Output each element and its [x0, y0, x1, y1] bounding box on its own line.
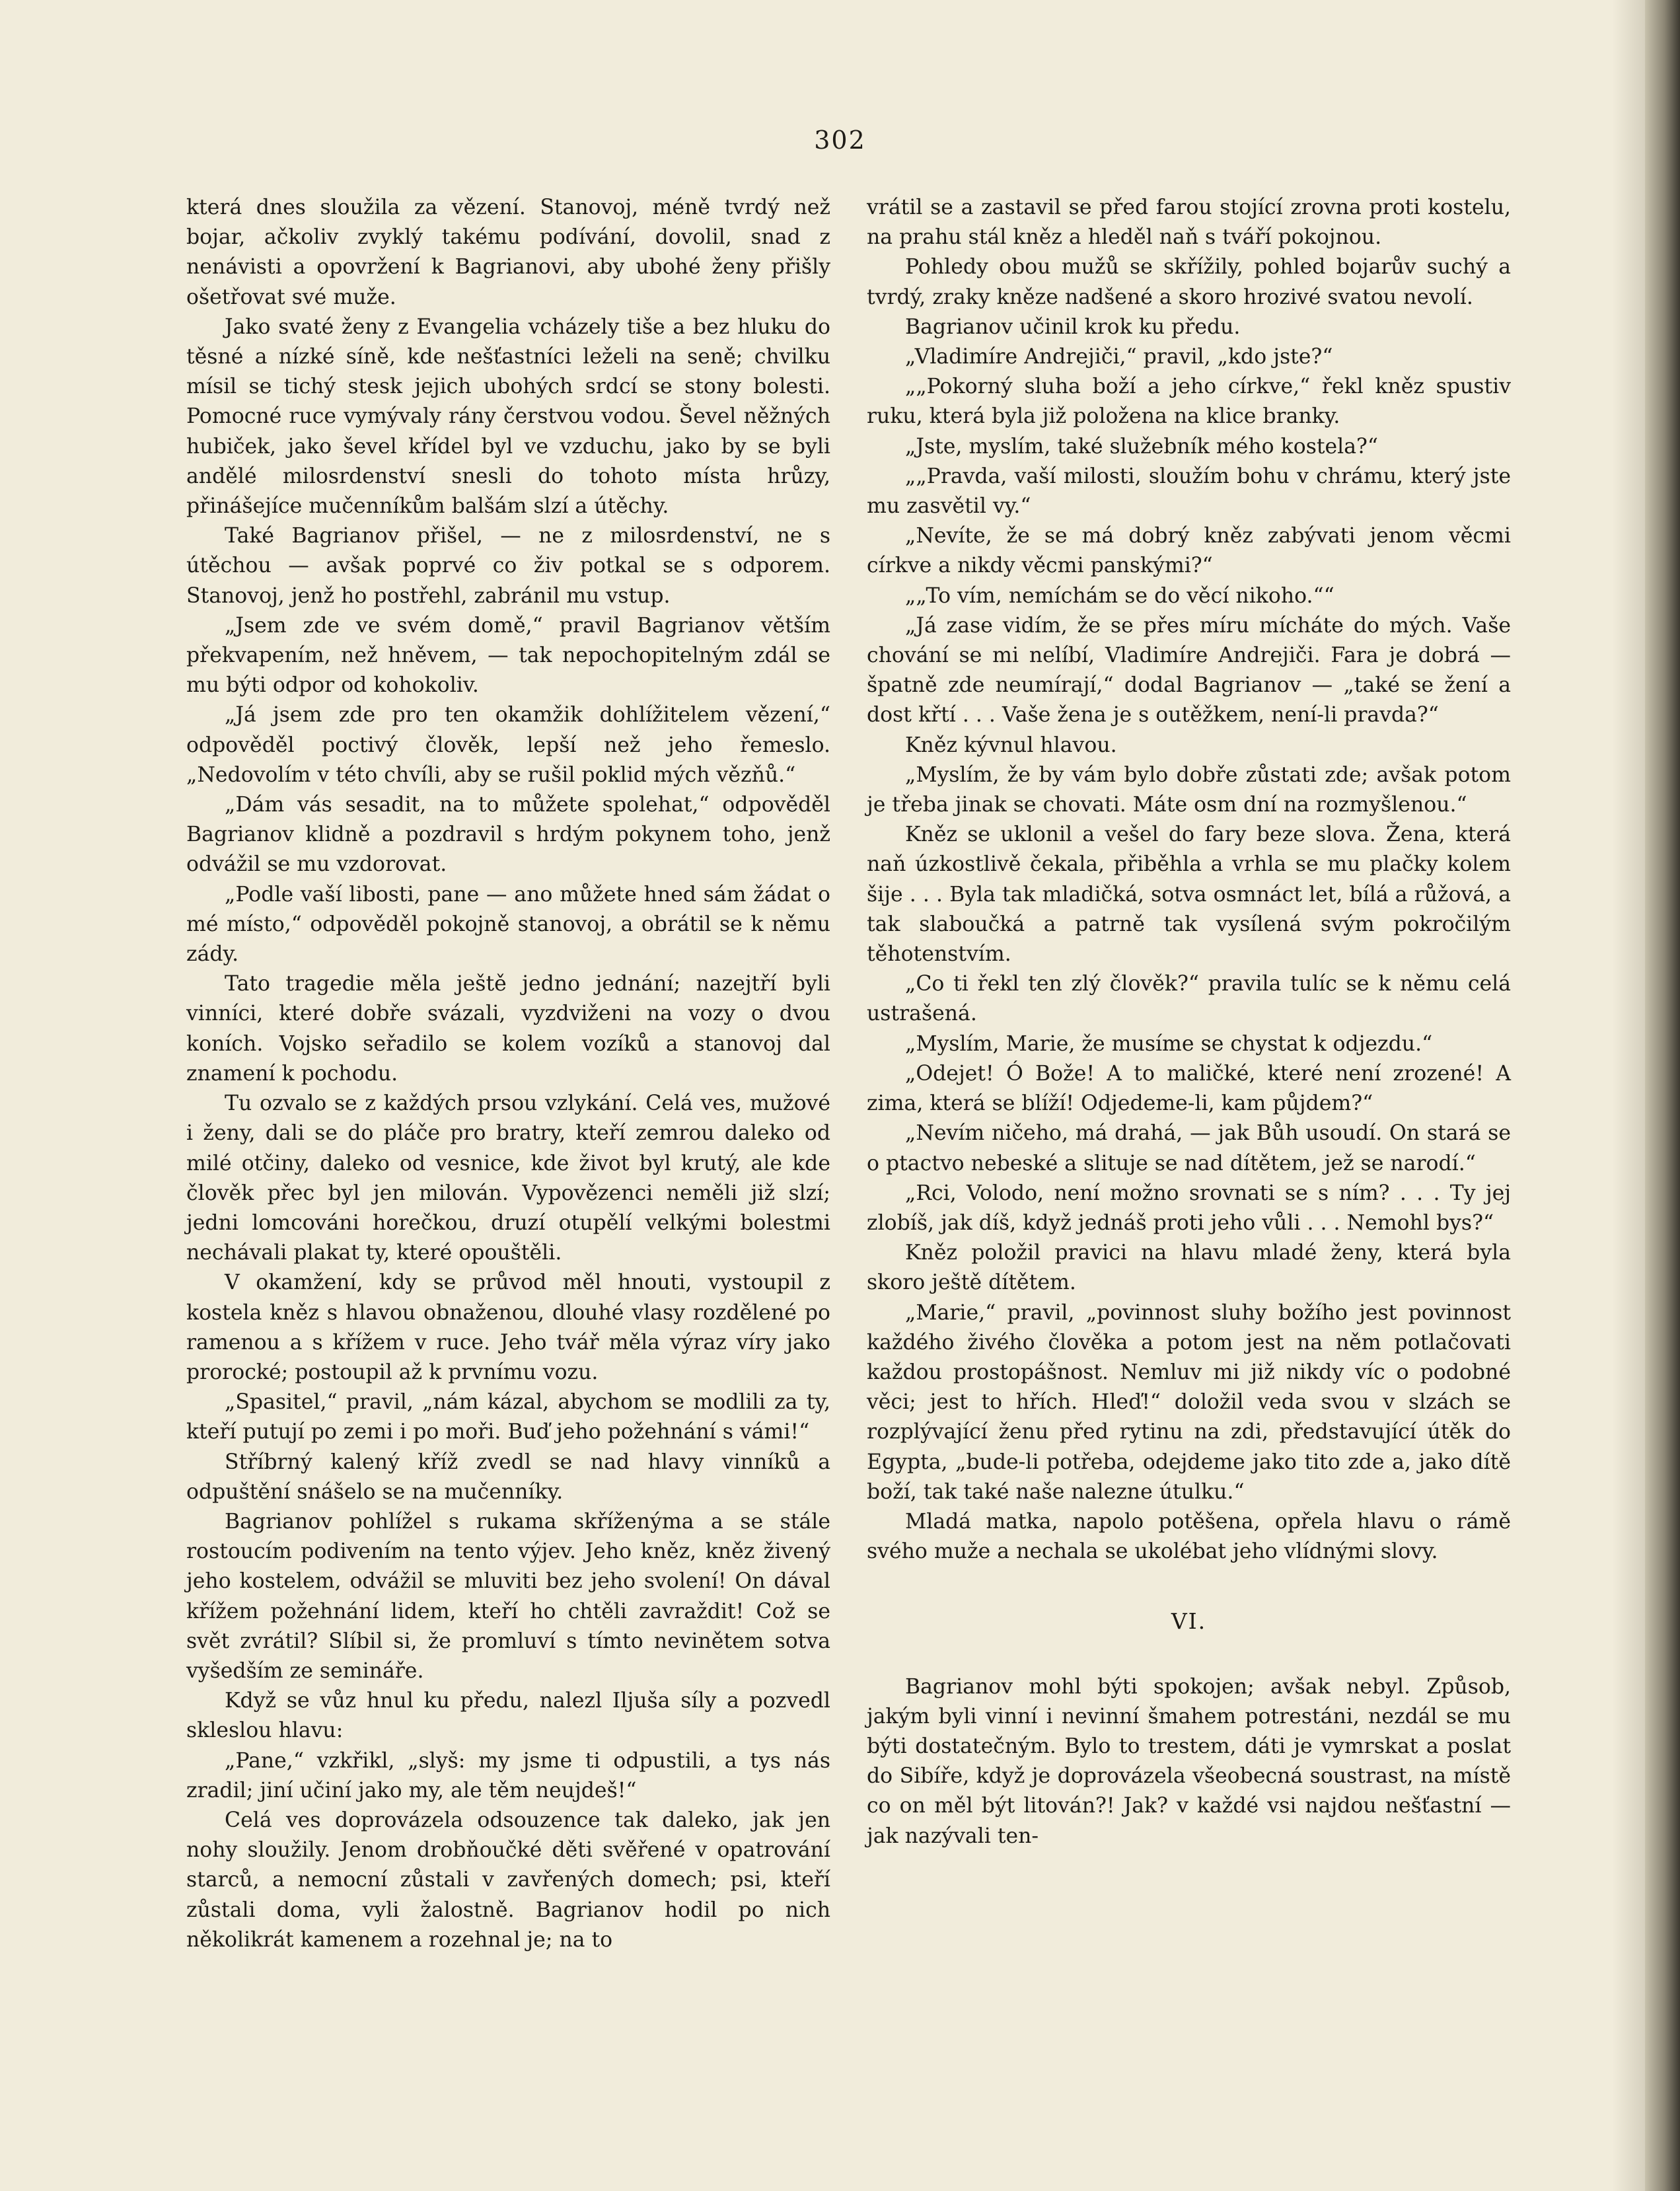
paragraph: „Dám vás sesadit, na to můžete spolehat,“ odpověděl Bagrianov klidně a pozdravil s hrdým pokynem toho, jenž odvážil se mu vzdorovat. [186, 793, 830, 877]
paragraph: „Vladimíre Andrejiči,“ pravil, „kdo jste?“ [905, 345, 1333, 369]
paragraph: Kněz se uklonil a vešel do fary beze slova. Žena, která naň úzkostlivě čekala, přiběhla a vrhla se mu plačky kolem šije . . . Byla tak mladičká, sotva osmnáct let, bílá a růžová, a tak slaboučká a patrně tak vysílená svým pokročilým těhotenstvím. [867, 823, 1511, 967]
paragraph: „Podle vaší libosti, pane — ano můžete hned sám žádat o mé místo,“ odpověděl pokojně stanovoj, a obrátil se k němu zády. [186, 882, 830, 967]
page-number: 302 [814, 126, 866, 155]
paragraph: Celá ves doprovázela odsouzence tak daleko, jak jen nohy sloužily. Jenom drobňoučké děti svěřené v opatrování starců, a nemocní zůstali v zavřených domech; psi, kteří zůstali doma, vyli žalostně. Bagrianov hodil po nich několikrát kamenem a rozehnal je; na to [186, 1808, 830, 1952]
paragraph: „Spasitel,“ pravil, „nám kázal, abychom se modlili za ty, kteří putují po zemi i po moři. Buď jeho požehnání s vámi!“ [186, 1390, 830, 1444]
paragraph: „Já jsem zde pro ten okamžik dohlížitelem vězení,“ odpověděl poctivý člověk, lepší než jeho řemeslo. „Nedovolím v této chvíli, aby se rušil poklid mých vězňů.“ [186, 703, 830, 787]
paragraph: Také Bagrianov přišel, — ne z milosrdenství, ne s útěchou — avšak poprvé co živ potkal se s odporem. Stanovoj, jenž ho postřehl, zabránil mu vstup. [186, 524, 830, 608]
paragraph: „Jste, myslím, také služebník mého kostela?“ [905, 434, 1379, 459]
page-shadow [1612, 0, 1645, 2191]
paragraph: Bagrianov mohl býti spokojen; avšak nebyl. Způsob, jakým byli vinní i nevinní šmahem potrestáni, nezdál se mu býti dostatečným. Bylo to trestem, dáti je vymrskat a poslat do Sibíře, když je doprovázela všeobecná soustrast, na místě co on měl být litován?! Jak? v každé vsi najdou nešťastní — jak nazývali ten- [867, 1674, 1511, 1848]
paragraph: Kněz položil pravici na hlavu mladé ženy, která byla skoro ještě dítětem. [867, 1241, 1511, 1295]
paragraph: která dnes sloužila za vězení. Stanovoj, méně tvrdý než bojar, ačkoliv zvyklý takému podívání, dovolil, snad z nenávisti a opovržení k Bagrianovi, aby ubohé ženy přišly ošetřovat své muže. [186, 196, 830, 309]
paragraph: vrátil se a zastavil se před farou stojící zrovna proti kostelu, na prahu stál kněz a hleděl naň s tváří pokojnou. [867, 196, 1511, 250]
paragraph: Tu ozvalo se z každých prsou vzlykání. Celá ves, mužové i ženy, dali se do pláče pro bratry, kteří zemrou daleko od milé otčiny, daleko od vesnice, kde život byl krutý, ale kde člověk přec byl jen milován. Vypovězenci neměli již slzí; jedni lomcováni horečkou, druzí otupělí velkými bolestmi nechávali plakat ty, které opouštěli. [186, 1092, 830, 1265]
paragraph: „Myslím, že by vám bylo dobře zůstati zde; avšak potom je třeba jinak se chovati. Máte osm dní na rozmyšlenou.“ [867, 762, 1511, 817]
paragraph: Kněz kývnul hlavou. [905, 733, 1117, 757]
paragraph: Bagrianov učinil krok ku předu. [905, 315, 1241, 339]
paragraph: „Marie,“ pravil, „povinnost sluhy božího jest povinnost každého živého člověka a potom jest na něm potlačovati každou prostopášnost. Nemluv mi již nikdy víc o podobné věci; jest to hřích. Hleď!“ doložil veda svou v slzách se rozplývající ženu před rytinu na zdi, představující útěk do Egypta, „bude-li potřeba, odejdeme jako tito zde a, jako dítě boží, tak také naše nalezne útulku.“ [867, 1300, 1511, 1504]
paragraph: „„Pokorný sluha boží a jeho církve,“ řekl kněz spustiv ruku, která byla již položena na klice branky. [867, 375, 1511, 429]
paragraph: „Co ti řekl ten zlý člověk?“ pravila tulíc se k němu celá ustrašená. [867, 972, 1511, 1026]
paragraph: „Nevím ničeho, má drahá, — jak Bůh usoudí. On stará se o ptactvo nebeské a slituje se nad dítětem, jež se narodí.“ [867, 1121, 1511, 1175]
paragraph: „Já zase vidím, že se přes míru mícháte do mých. Vaše chování se mi nelíbí, Vladimíre Andrejiči. Fara je dobrá — špatně zde neumírají,“ dodal Bagrianov — „také se žení a dost křtí . . . Vaše žena je s outěžkem, není-li pravda?“ [867, 613, 1511, 727]
section-heading: VI. [1171, 1608, 1207, 1635]
paragraph: „Rci, Volodo, není možno srovnati se s ním? . . . Ty jej zlobíš, jak díš, když jednáš proti jeho vůli . . . Nemohl bys?“ [867, 1181, 1511, 1235]
left-column [186, 193, 830, 1955]
paragraph: Jako svaté ženy z Evangelia vcházely tiše a bez hluku do těsné a nízké síně, kde nešťastníci leželi na seně; chvilku mísil se tichý stesk jejich ubohých srdcí se stony bolesti. Pomocné ruce vymývaly rány čerstvou vodou. Ševel něžných hubiček, jako ševel křídel byl ve vzduchu, jako by se byli andělé milosrdenství snesli do tohoto místa hrůzy, přinášejíce mučenníkům balšám slzí a útěchy. [186, 315, 830, 519]
paragraph: Pohledy obou mužů se skřížily, pohled bojarův suchý a tvrdý, zraky kněze nadšené a skoro hrozivé svatou nevolí. [867, 255, 1511, 309]
paragraph: Když se vůz hnul ku předu, nalezl Iljuša síly a pozvedl skleslou hlavu: [186, 1689, 830, 1743]
paragraph: „Myslím, Marie, že musíme se chystat k odjezdu.“ [905, 1031, 1433, 1056]
paragraph: „Pane,“ vzkřikl, „slyš: my jsme ti odpustili, a tys nás zradil; jiní učiní jako my, ale těm neujdeš!“ [186, 1748, 830, 1802]
paragraph: „„To vím, nemíchám se do věcí nikoho.““ [905, 583, 1334, 608]
paragraph: „Jsem zde ve svém domě,“ pravil Bagrianov větším překvapením, než hněvem, — tak nepochopitelným zdál se mu býti odpor od kohokoliv. [186, 613, 830, 698]
paragraph: „„Pravda, vaší milosti, sloužím bohu v chrámu, který jste mu zasvětil vy.“ [867, 464, 1511, 519]
right-column [867, 193, 1511, 1851]
paragraph: „Nevíte, že se má dobrý kněz zabývati jenom věcmi církve a nikdy věcmi panskými?“ [867, 524, 1511, 578]
paragraph: „Odejet! Ó Bože! A to maličké, které není zrozené! A zima, která se blíží! Odjedeme-li, kam půjdem?“ [867, 1061, 1511, 1116]
paragraph: V okamžení, kdy se průvod měl hnouti, vystoupil z kostela kněz s hlavou obnaženou, dlouhé vlasy rozdělené po ramenou a s křížem v ruce. Jeho tvář měla výraz víry jako prorocké; postoupil až k prvnímu vozu. [186, 1271, 830, 1384]
paragraph: Mladá matka, napolo potěšena, opřela hlavu o rámě svého muže a nechala se ukolébat jeho vlídnými slovy. [867, 1509, 1511, 1564]
page-binding-edge [1645, 0, 1680, 2191]
paragraph: Bagrianov pohlížel s rukama skříženýma a se stále rostoucím podivením na tento výjev. Jeho kněz, kněz živený jeho kostelem, odvážil se mluviti bez jeho svolení! On dával křížem požehnání lidem, kteří ho chtěli zavraždit! Což se svět zvrátil? Slíbil si, že promluví s tímto nevinětem sotva vyšedším ze semináře. [186, 1509, 830, 1683]
paragraph: Tato tragedie měla ještě jedno jednání; nazejtří byli vinníci, které dobře svázali, vyzdviženi na vozy o dvou koních. Vojsko seřadilo se kolem vozíků a stanovoj dal znamení k pochodu. [186, 972, 830, 1086]
paragraph: Stříbrný kalený kříž zvedl se nad hlavy vinníků a odpuštění snášelo se na mučenníky. [186, 1450, 830, 1504]
